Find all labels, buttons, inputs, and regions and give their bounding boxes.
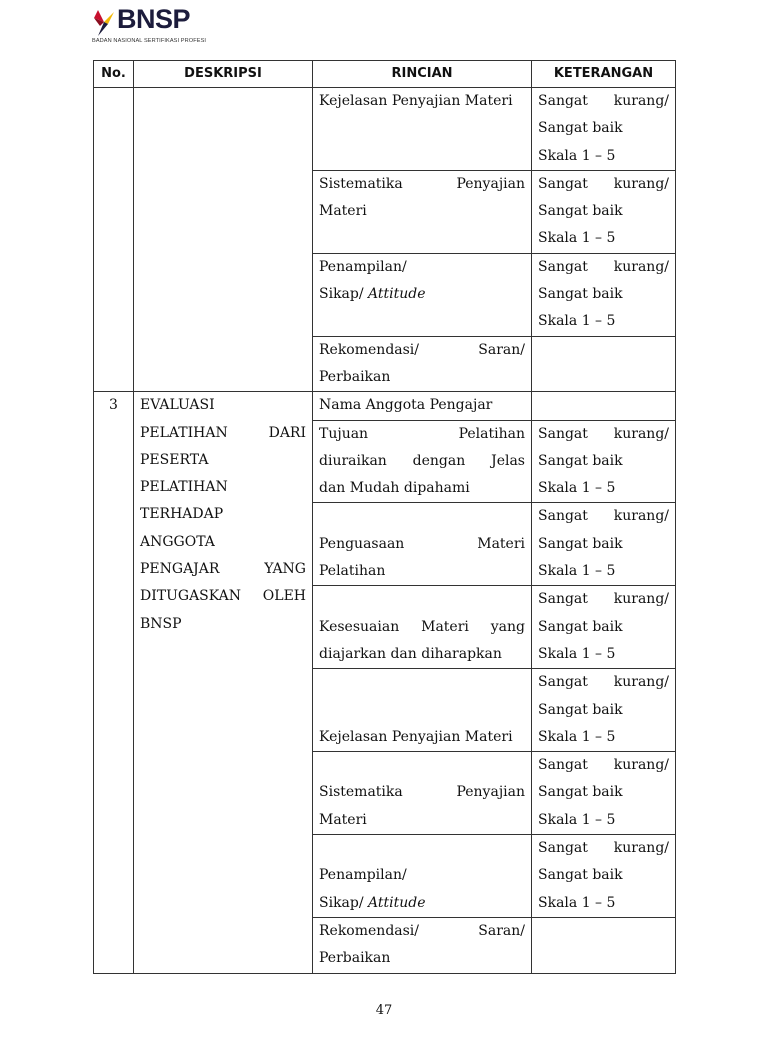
keterangan-cell: Sangat kurang/ Sangat baik Skala 1 – 5 bbox=[532, 253, 676, 336]
rincian-cell: Kejelasan Penyajian Materi bbox=[313, 669, 532, 752]
table-row bbox=[94, 392, 676, 420]
header-deskripsi: DESKRIPSI bbox=[134, 61, 313, 88]
rincian-cell: Penampilan/ Sikap/ Attitude bbox=[313, 835, 532, 918]
no-cell: 3 bbox=[94, 392, 134, 973]
keterangan-cell: Sangat kurang/ Sangat baik Skala 1 – 5 bbox=[532, 586, 676, 669]
keterangan-cell: Sangat kurang/ Sangat baik Skala 1 – 5 bbox=[532, 669, 676, 752]
evaluation-table bbox=[93, 60, 676, 974]
logo-subtitle: BADAN NASIONAL SERTIFIKASI PROFESI bbox=[92, 38, 207, 44]
rincian-cell: Penguasaan Materi Pelatihan bbox=[313, 503, 532, 586]
deskripsi-cell: EVALUASI PELATIHAN DARI PESERTA PELATIHAN TERHADAP ANGGOTA PENGAJAR YANG DITUGASKAN OLEH BNSP bbox=[134, 392, 313, 973]
keterangan-cell bbox=[532, 392, 676, 420]
rincian-cell: Kesesuaian Materi yang diajarkan dan diharapkan bbox=[313, 586, 532, 669]
header-keterangan: KETERANGAN bbox=[532, 61, 676, 88]
deskripsi-cell bbox=[134, 88, 313, 392]
rincian-cell: Sistematika Penyajian Materi bbox=[313, 752, 532, 835]
keterangan-cell: Sangat kurang/ Sangat baik Skala 1 – 5 bbox=[532, 170, 676, 253]
table-row bbox=[94, 88, 676, 171]
table-header-row bbox=[94, 61, 676, 88]
bnsp-logo-mark-icon bbox=[92, 8, 118, 38]
keterangan-cell: Sangat kurang/ Sangat baik Skala 1 – 5 bbox=[532, 835, 676, 918]
rincian-cell: Rekomendasi/ Saran/ Perbaikan bbox=[313, 336, 532, 392]
keterangan-cell: Sangat kurang/ Sangat baik Skala 1 – 5 bbox=[532, 420, 676, 503]
keterangan-cell: Sangat kurang/ Sangat baik Skala 1 – 5 bbox=[532, 503, 676, 586]
rincian-cell: Penampilan/ Sikap/ Attitude bbox=[313, 253, 532, 336]
rincian-cell: Nama Anggota Pengajar bbox=[313, 392, 532, 420]
no-cell bbox=[94, 88, 134, 392]
keterangan-cell: Sangat kurang/ Sangat baik Skala 1 – 5 bbox=[532, 88, 676, 171]
page-number: 47 bbox=[375, 1003, 393, 1018]
rincian-cell: Rekomendasi/ Saran/ Perbaikan bbox=[313, 917, 532, 973]
keterangan-cell bbox=[532, 336, 676, 392]
rincian-cell: Kejelasan Penyajian Materi bbox=[313, 88, 532, 171]
logo-text: BNSP bbox=[117, 4, 191, 34]
rincian-cell: Sistematika Penyajian Materi bbox=[313, 170, 532, 253]
header-rincian: RINCIAN bbox=[313, 61, 532, 88]
keterangan-cell bbox=[532, 917, 676, 973]
header-no: No. bbox=[94, 61, 134, 88]
keterangan-cell: Sangat kurang/ Sangat baik Skala 1 – 5 bbox=[532, 752, 676, 835]
rincian-cell: Tujuan Pelatihan diuraikan dengan Jelas dan Mudah dipahami bbox=[313, 420, 532, 503]
